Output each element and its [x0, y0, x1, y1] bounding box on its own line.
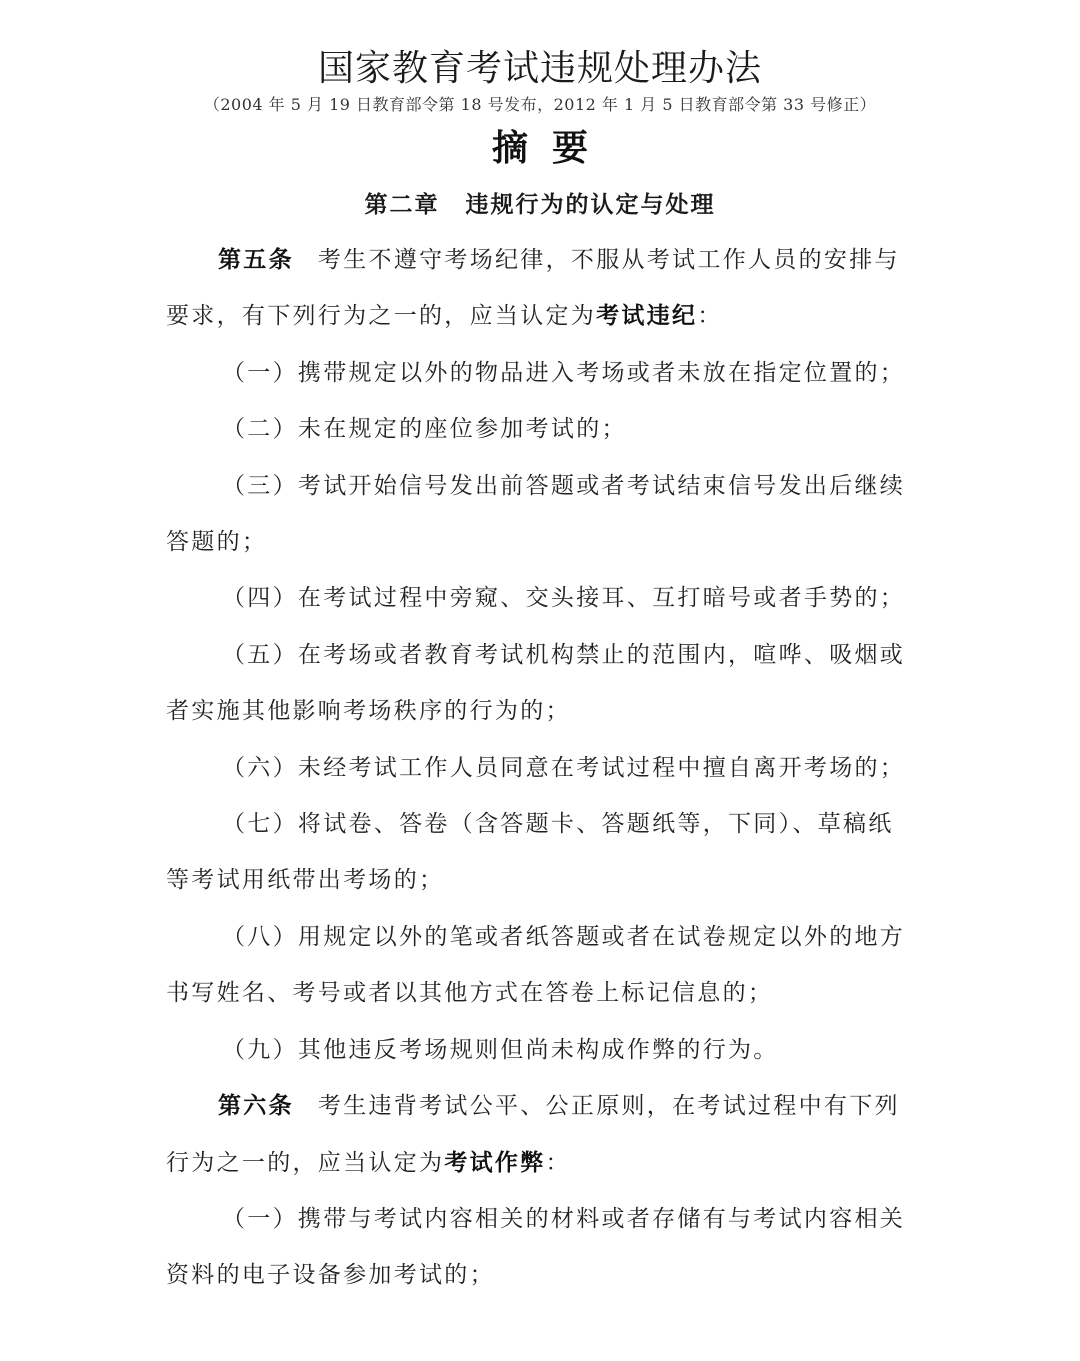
article-5-item-4: （四）在考试过程中旁窥、交头接耳、互打暗号或者手势的； [222, 585, 906, 612]
article-5-intro: 考生不遵守考场纪律，不服从考试工作人员的安排与要求，有下列行为之一的，应当认定为 [166, 247, 900, 330]
article-5-item-7: （七）将试卷、答卷（含答题卡、答题纸等，下同）、草稿纸等考试用纸带出考场的； [166, 811, 894, 894]
article-5-item-2: （二）未在规定的座位参加考试的； [222, 416, 627, 443]
article-5-item-9: （九）其他违反考场规则但尚未构成作弊的行为。 [222, 1036, 779, 1063]
article-6-item-1: （一）携带与考试内容相关的材料或者存储有与考试内容相关资料的电子设备参加考试的； [166, 1205, 906, 1289]
article-5-colon: ： [697, 303, 723, 330]
article-5-item-6: （六）未经考试工作人员同意在考试过程中擅自离开考场的； [222, 754, 906, 781]
document-title: 国家教育考试违规处理办法 [317, 48, 762, 89]
article-6-paragraph [166, 1078, 916, 1191]
summary-heading: 摘要 [491, 128, 612, 169]
article-5-item-8: （八）用规定以外的笔或者纸答题或者在试卷规定以外的地方书写姓名、考号或者以其他方式在答卷上标记信息的； [166, 923, 906, 1007]
article-5-item-5: （五）在考场或者教育考试机构禁止的范围内，喧哗、吸烟或者实施其他影响考场秩序的行为的； [166, 641, 906, 725]
article-5-paragraph [166, 232, 916, 345]
article-6-intro: 考生违背考试公平、公正原则，在考试过程中有下列行为之一的，应当认定为 [166, 1093, 900, 1176]
article-5-item-3: （三）考试开始信号发出前答题或者考试结束信号发出后继续答题的； [166, 472, 906, 556]
chapter-name: 违规行为的认定与处理 [465, 192, 716, 218]
chapter-number: 第二章 [364, 192, 440, 218]
chapter-heading [0, 186, 1080, 219]
article-5-term: 考试违纪 [596, 303, 698, 330]
article-5-label: 第五条 [218, 247, 294, 273]
article-5-item-1: （一）携带规定以外的物品进入考场或者未放在指定位置的； [222, 359, 906, 386]
article-6-label: 第六条 [218, 1093, 294, 1120]
article-6-colon: ： [545, 1149, 571, 1176]
document-subtitle: （2004 年 5 月 19 日教育部令第 18 号发布，2012 年 1 月 5 日教育部令第 33 号修正） [203, 95, 877, 114]
document-body [166, 232, 916, 1304]
article-6-term: 考试作弊 [444, 1149, 546, 1176]
